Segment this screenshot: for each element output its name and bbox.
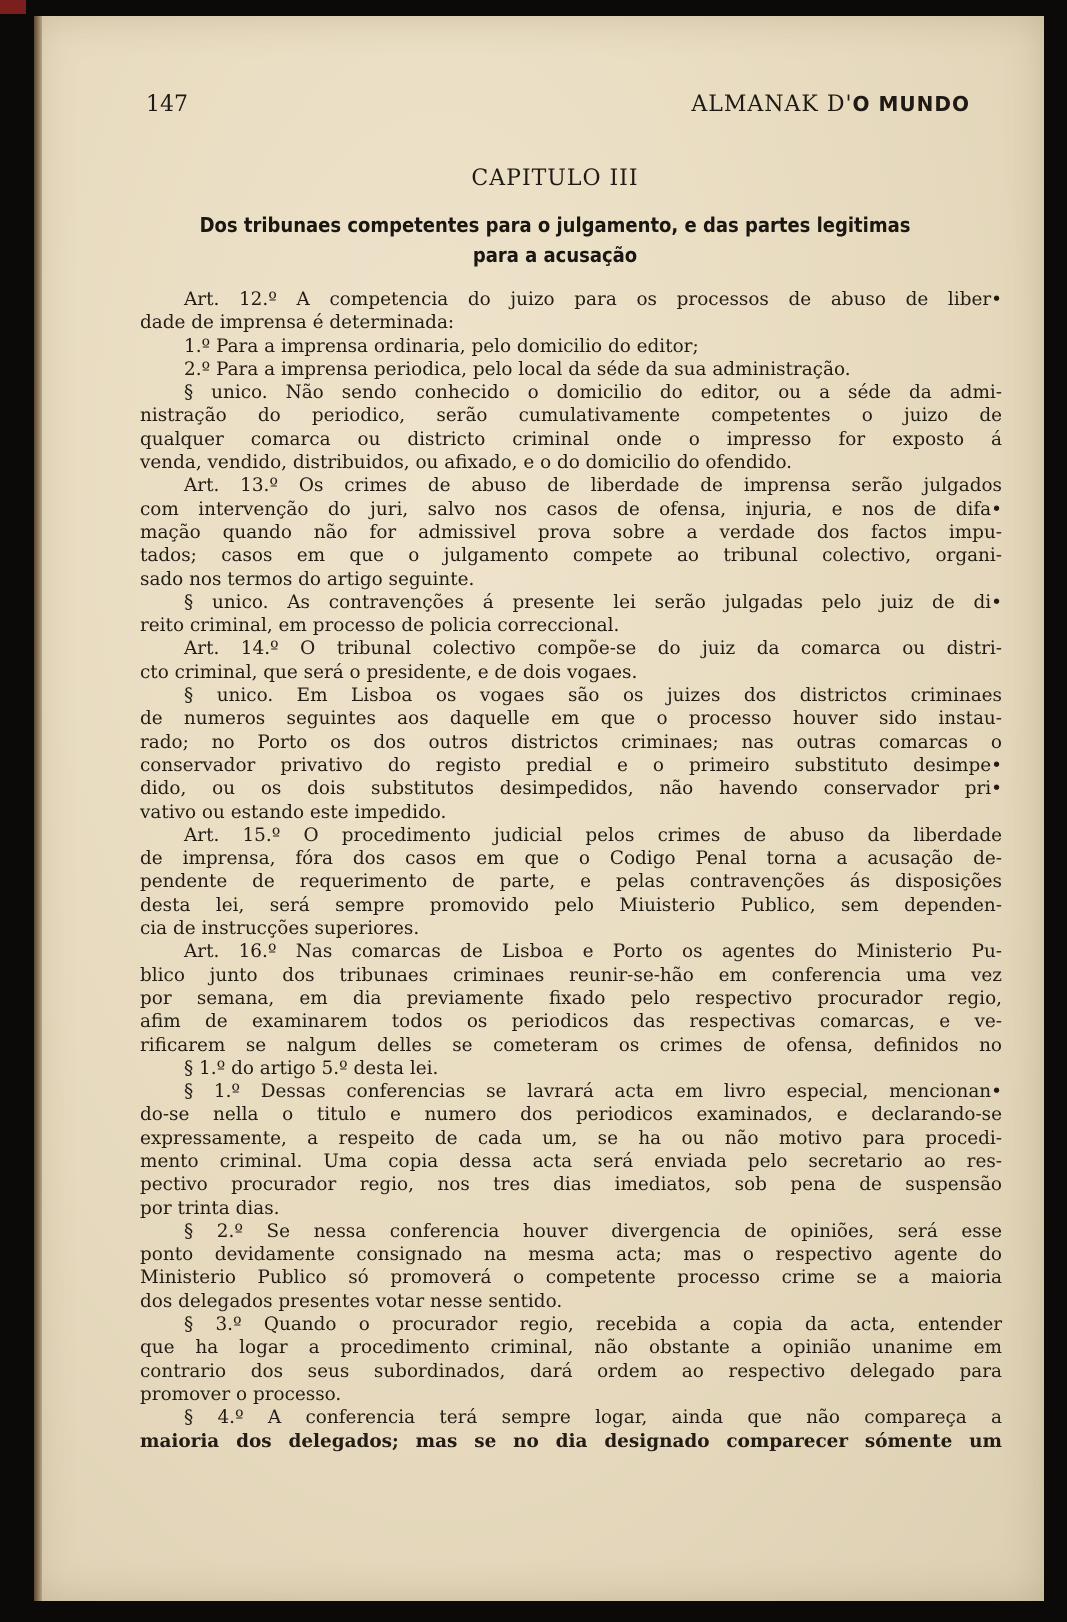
text-line: por trinta dias.: [140, 1197, 280, 1219]
text-line: maioria dos delegados; mas se no dia designado comparecer sómente um: [140, 1430, 1002, 1452]
text-line: § unico. Em Lisboa os vogaes são os juizes dos districtos criminaes: [184, 685, 1002, 707]
article-text: [140, 288, 1002, 1453]
running-title-prefix: ALMANAK D': [691, 92, 853, 117]
text-line: Ministerio Publico só promoverá o competente processo crime se a maioria: [140, 1267, 1002, 1289]
running-title: [691, 92, 970, 117]
text-line: venda, vendido, distribuidos, ou afixado, e o do domicilio do ofendido.: [140, 452, 793, 474]
text-line: § 3.º Quando o procurador regio, recebida a copia da acta, entender: [184, 1314, 1002, 1336]
text-line: § unico. Não sendo conhecido o domicilio do editor, ou a séde da admi-: [184, 382, 1002, 404]
text-line: cto criminal, que será o presidente, e de dois vogaes.: [140, 661, 638, 683]
running-title-bold: O MUNDO: [852, 92, 970, 116]
chapter-subtitle: [150, 210, 960, 270]
text-line: § unico. As contravenções á presente lei serão julgadas pelo juiz de di•: [184, 591, 1002, 613]
text-line: vativo ou estando este impedido.: [140, 801, 447, 823]
text-line: blico junto dos tribunaes criminaes reunir-se-hão em conferencia uma vez: [140, 964, 1002, 986]
text-line: dos delegados presentes votar nesse sentido.: [140, 1290, 563, 1312]
text-line: do-se nella o titulo e numero dos periodicos examinados, e declarando-se: [140, 1104, 1002, 1126]
text-line: de numeros seguintes aos daquelle em que o processo houver sido instau-: [140, 708, 1002, 730]
text-line: qualquer comarca ou districto criminal onde o impresso for exposto á: [140, 428, 1002, 450]
text-line: Art. 16.º Nas comarcas de Lisboa e Porto os agentes do Ministerio Pu-: [184, 941, 1002, 963]
chapter-heading: CAPITULO III: [471, 166, 639, 191]
running-head: [140, 92, 970, 122]
text-line: § 4.º A conferencia terá sempre logar, ainda que não compareça a: [184, 1407, 1002, 1429]
text-line: que ha logar a procedimento criminal, não obstante a opinião unanime em: [140, 1337, 1002, 1359]
text-line: afim de examinarem todos os periodicos das respectivas comarcas, e ve-: [140, 1011, 1002, 1033]
page-number: 147: [146, 92, 188, 117]
text-line: 2.º Para a imprensa periodica, pelo local da séde da sua administração.: [184, 358, 851, 380]
text-line: nistração do periodico, serão cumulativamente competentes o juizo de: [140, 405, 1002, 427]
text-line: rado; no Porto os dos outros districtos criminaes; nas outras comarcas o: [140, 731, 1002, 753]
text-line: dido, ou os dois substitutos desimpedidos, não havendo conservador pri•: [140, 778, 1002, 800]
text-line: § 1.º Dessas conferencias se lavrará acta em livro especial, mencionan•: [184, 1081, 1002, 1103]
text-line: promover o processo.: [140, 1383, 342, 1405]
text-line: conservador privativo do registo predial e o primeiro substituto desimpe•: [140, 754, 1002, 776]
chapter-subtitle-line: Dos tribunaes competentes para o julgamento, e das partes legitimas: [199, 213, 911, 237]
text-line: de imprensa, fóra dos casos em que o Codigo Penal torna a acusação de-: [140, 848, 1002, 870]
text-line: por semana, em dia previamente fixado pelo respectivo procurador regio,: [140, 987, 1002, 1009]
text-line: Art. 13.º Os crimes de abuso de liberdade de imprensa serão julgados: [184, 475, 1002, 497]
text-line: Art. 12.º A competencia do juizo para os processos de abuso de liber•: [184, 289, 1002, 310]
text-line: sado nos termos do artigo seguinte.: [140, 568, 475, 590]
text-line: cia de instrucções superiores.: [140, 918, 420, 940]
text-line: tados; casos em que o julgamento compete ao tribunal colectivo, organi-: [140, 545, 1002, 567]
text-line: mação quando não for admissivel prova sobre a verdade dos factos impu-: [140, 521, 1002, 543]
text-line: ponto devidamente consignado na mesma acta; mas o respectivo agente do: [140, 1244, 1002, 1266]
text-line: mento criminal. Uma copia dessa acta será enviada pelo secretario ao res-: [140, 1150, 1002, 1172]
text-line: 1.º Para a imprensa ordinaria, pelo domicilio do editor;: [184, 335, 699, 357]
text-line: expressamente, a respeito de cada um, se ha ou não motivo para procedi-: [140, 1127, 1002, 1149]
text-line: desta lei, será sempre promovido pelo Miuisterio Publico, sem dependen-: [140, 894, 1002, 916]
text-line: pectivo procurador regio, nos tres dias imediatos, sob pena de suspensão: [140, 1174, 1002, 1196]
corner-mark: [0, 0, 26, 14]
text-line: reito criminal, em processo de policia correccional.: [140, 615, 620, 637]
text-line: dade de imprensa é determinada:: [140, 312, 455, 334]
text-line: rificarem se nalgum delles se cometeram os crimes de ofensa, definidos no: [140, 1034, 1002, 1056]
chapter-subtitle-line: para a acusação: [472, 243, 638, 267]
text-line: § 1.º do artigo 5.º desta lei.: [184, 1057, 439, 1079]
text-line: com intervenção do juri, salvo nos casos de ofensa, injuria, e nos de difa•: [140, 498, 1002, 520]
text-line: pendente de requerimento de parte, e pelas contravenções ás disposições: [140, 871, 1002, 893]
text-line: Art. 14.º O tribunal colectivo compõe-se do juiz da comarca ou distri-: [184, 638, 1002, 660]
page-spine-shadow: [34, 16, 42, 1601]
text-line: Art. 15.º O procedimento judicial pelos crimes de abuso da liberdade: [184, 824, 1002, 846]
text-line: § 2.º Se nessa conferencia houver divergencia de opiniões, será esse: [184, 1220, 1002, 1242]
text-line: contrario dos seus subordinados, dará ordem ao respectivo delegado para: [140, 1360, 1002, 1382]
